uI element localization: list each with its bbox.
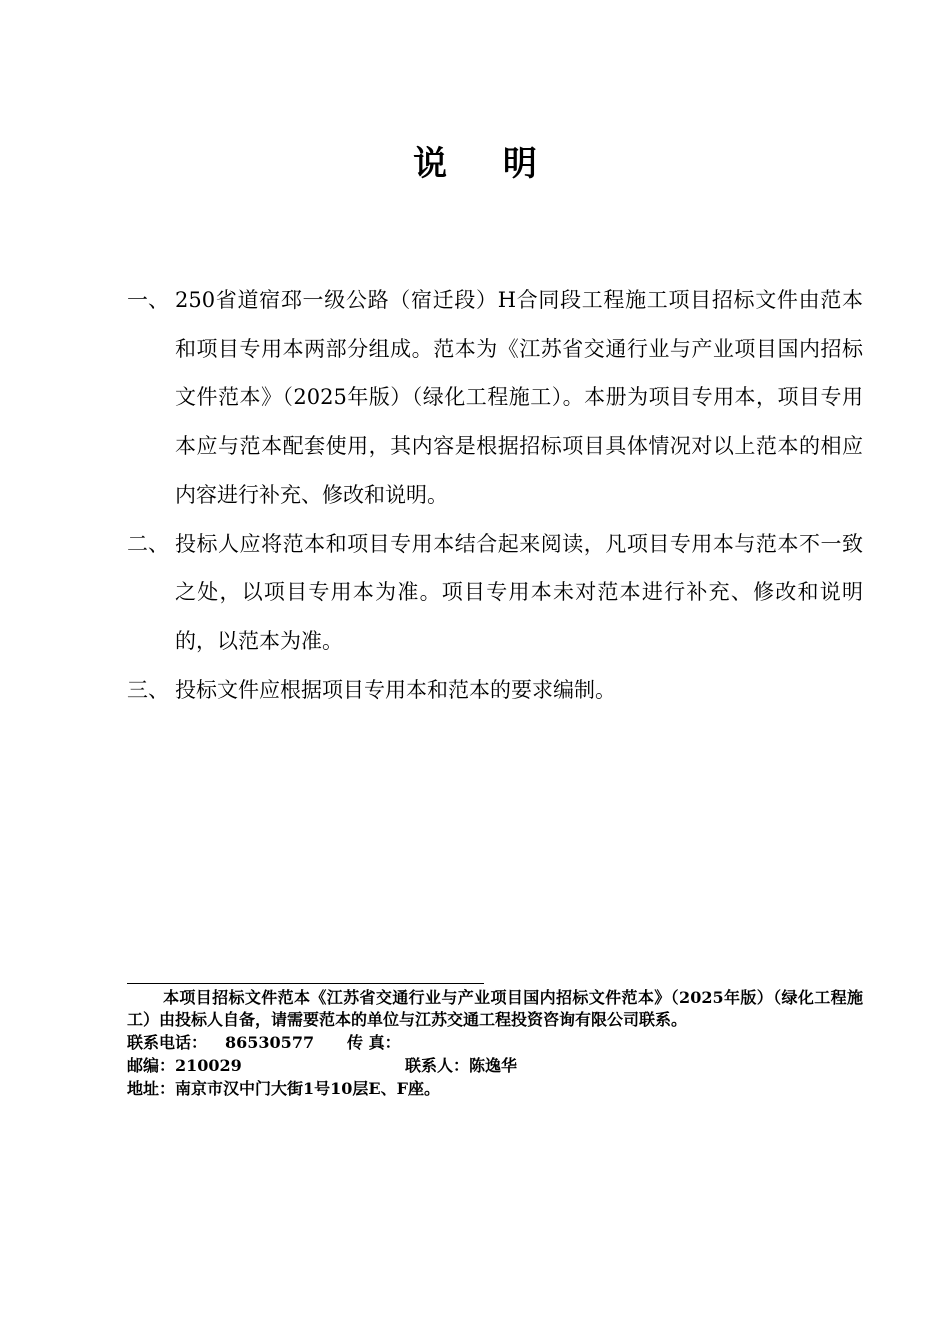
contact-cell — [405, 1054, 517, 1077]
page-title: 说 明 — [413, 144, 559, 184]
instruction-item-1 — [127, 276, 863, 520]
instruction-number: 一、 — [127, 288, 169, 312]
instruction-text: 投标人应将范本和项目专用本结合起来阅读，凡项目专用本与范本不一致之处，以项目专用本为准。项目专用本未对范本进行补充、修改和说明的，以范本为准。 — [175, 531, 863, 653]
postcode-label: 邮编： — [127, 1056, 176, 1075]
phone-label: 联系电话： — [127, 1033, 208, 1052]
postcode-value: 210029 — [175, 1056, 242, 1075]
instruction-number: 三、 — [127, 677, 169, 702]
instruction-text: 250省道宿邳一级公路（宿迁段）H合同段工程施工项目招标文件由范本和项目专用本两部分组成。范本为《江苏省交通行业与产业项目国内招标文件范本》（2025年版）（绿化工程施工）。本册为项目专用本，项目专用本应与范本配套使用，其内容是根据招标项目具体情况对以上范本的相应内容进行补充、修改和说明。 — [175, 288, 863, 507]
footnote-note: 本项目招标文件范本《江苏省交通行业与产业项目国内招标文件范本》（2025年版）（绿化工程施工）由投标人自备，请需要范本的单位与江苏交通工程投资咨询有限公司联系。 — [127, 988, 863, 1029]
phone-value: 86530577 — [225, 1033, 315, 1052]
contact-value: 陈逸华 — [469, 1056, 518, 1075]
instruction-number: 二、 — [127, 531, 169, 556]
phone-cell — [127, 1031, 347, 1054]
footnote-divider — [127, 983, 484, 984]
postcode-cell — [127, 1054, 405, 1077]
fax-label: 传 真： — [347, 1033, 401, 1052]
footnote-address-row — [127, 1077, 863, 1100]
footnote — [127, 987, 863, 1100]
address-value: 南京市汉中门大街1号10层E、F座。 — [175, 1079, 440, 1098]
instructions-list — [127, 276, 863, 714]
footnote-phone-row — [127, 1031, 863, 1054]
footnote-postcode-row — [127, 1054, 863, 1077]
instruction-item-2 — [127, 520, 863, 666]
contact-label: 联系人： — [405, 1056, 470, 1075]
instruction-text: 投标文件应根据项目专用本和范本的要求编制。 — [175, 677, 616, 702]
instruction-item-3 — [127, 666, 863, 715]
address-label: 地址： — [127, 1079, 176, 1098]
